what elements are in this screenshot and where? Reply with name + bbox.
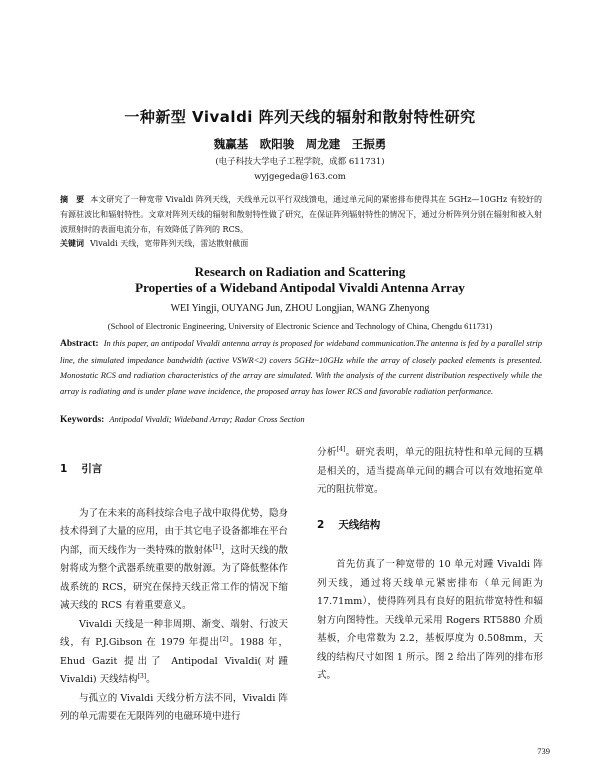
section-1-number: 1 [60,463,68,475]
continued-paragraph [317,444,543,500]
section-2-heading [317,516,543,535]
right-column [317,444,543,686]
section-2-number: 2 [317,518,325,531]
abstract-english-text: In this paper, an antipodal Vivaldi antenna array is proposed for wideband communication.The antenna is fed by a parallel strip line, the simulated impedance bandwidth (active VSWR<2) covers 5GHz~10GHz while the array of closely packed elements is presented. Monostatic RCS and radiation characteristics of the array are simulated. With the analysis of the current distribution respectively while the array is radiating and is under plane wave incidence, the proposed array has lower RCS and favorable radiation performance. [60,338,542,396]
title-english-line2: Properties of a Wideband Antipodal Vivaldi Antenna Array [135,280,465,295]
section-2-paragraph-1: 首先仿真了一种宽带的 10 单元对踵 Vivaldi 阵列天线，通过将天线单元紧密排布（单元间距为 17.71mm），使得阵列具有良好的阻抗带宽特性和辐射方向图特性。天线单元采用 Rogers RT5880 介质基板，介电常数为 2.2，基板厚度为 0.508mm，天线的结构尺寸如图 1 所示。图 2 给出了阵列的排布形式。 [317,559,543,681]
title-english [0,264,600,296]
section-2-title: 天线结构 [338,518,381,531]
section-1-p2-b: 。1988 年，Ehud Gazit 提出了 Antipodal Vivaldi(对踵 Vivaldi) 天线结构 [60,637,288,685]
continued-paragraph-b: 。研究表明，单元的阻抗特性和单元间的互耦是相关的，适当提高单元间的耦合可以有效地拓宽单元的阻抗带宽。 [317,447,543,495]
citation-4: [4] [336,445,346,453]
section-1-p2-c: 。 [146,674,156,685]
continued-paragraph-a: 分析 [317,447,337,458]
section-1-heading [60,460,288,479]
section-1-paragraph-3: 与孤立的 Vivaldi 天线分析方法不同，Vivaldi 阵列的单元需要在无限阵列的电磁环境中进行 [60,692,288,722]
abstract-chinese-label: 摘 要 [60,195,85,204]
keywords-english-text: Antipodal Vivaldi; Wideband Array; Radar Cross Section [109,414,305,424]
left-column [60,460,288,727]
affiliation-english: (School of Electronic Engineering, University of Electronic Science and Technology of China, Chengdu 611731) [107,321,493,331]
keywords-english-label: Keywords: [60,415,105,425]
citation-2: [2] [220,635,229,643]
abstract-chinese [60,192,542,237]
keywords-chinese-label: 关键词 [60,239,84,248]
authors-chinese: 魏赢基 欧阳骏 周龙建 王振勇 [213,137,387,151]
keywords-english [60,414,542,425]
title-english-line1: Research on Radiation and Scattering [194,264,406,279]
section-1-p2-a: Vivaldi 天线是一种非周期、渐变、端射、行波天线，有 P.J.Gibson 在 1979 年提出 [60,618,288,648]
page-number: 739 [537,746,550,756]
citation-3: [3] [137,672,147,680]
author-email: wyjgegeda@163.com [254,172,346,182]
title-chinese: 一种新型 Vivaldi 阵列天线的辐射和散射特性研究 [124,108,476,126]
abstract-english [60,336,542,399]
keywords-chinese-text: Vivaldi 天线，宽带阵列天线，雷达散射截面 [90,239,249,248]
section-1-title: 引言 [81,463,103,475]
authors-english: WEI Yingji, OUYANG Jun, ZHOU Longjian, WANG Zhenyong [170,303,430,314]
citation-1: [1] [212,543,222,551]
section-1-paragraph-1 [60,505,288,616]
section-1-p1-text: 为了在未来的高科技综合电子战中取得优势，隐身技术得到了大量的应用，由于其它电子设备都堆在平台内部，而天线作为一类特殊的散射体 [60,507,289,556]
section-1-p1-end: ，这时天线的散射将成为整个武器系统重要的散射源。为了降低整体作战系统的 RCS，研究在保持天线正常工作的情况下缩减天线的 RCS 有着重要意义。 [60,544,289,611]
abstract-english-label: Abstract: [60,339,99,349]
section-1-paragraph-2 [60,616,288,690]
abstract-chinese-text: 本文研究了一种宽带 Vivaldi 阵列天线，天线单元以平行双线馈电，通过单元间的紧密排布使得其在 5GHz—10GHz 有较好的有源驻波比和辐射特性。文章对阵列天线的辐射和散射特性做了研究，在保证阵列辐射特性的情况下，通过分析阵列分别在辐射和被入射波照射时的表面电流分布，有效降低了阵列的 RCS。 [60,195,543,234]
affiliation-chinese: (电子科技大学电子工程学院，成都 611731) [215,157,385,167]
keywords-chinese [60,238,542,249]
